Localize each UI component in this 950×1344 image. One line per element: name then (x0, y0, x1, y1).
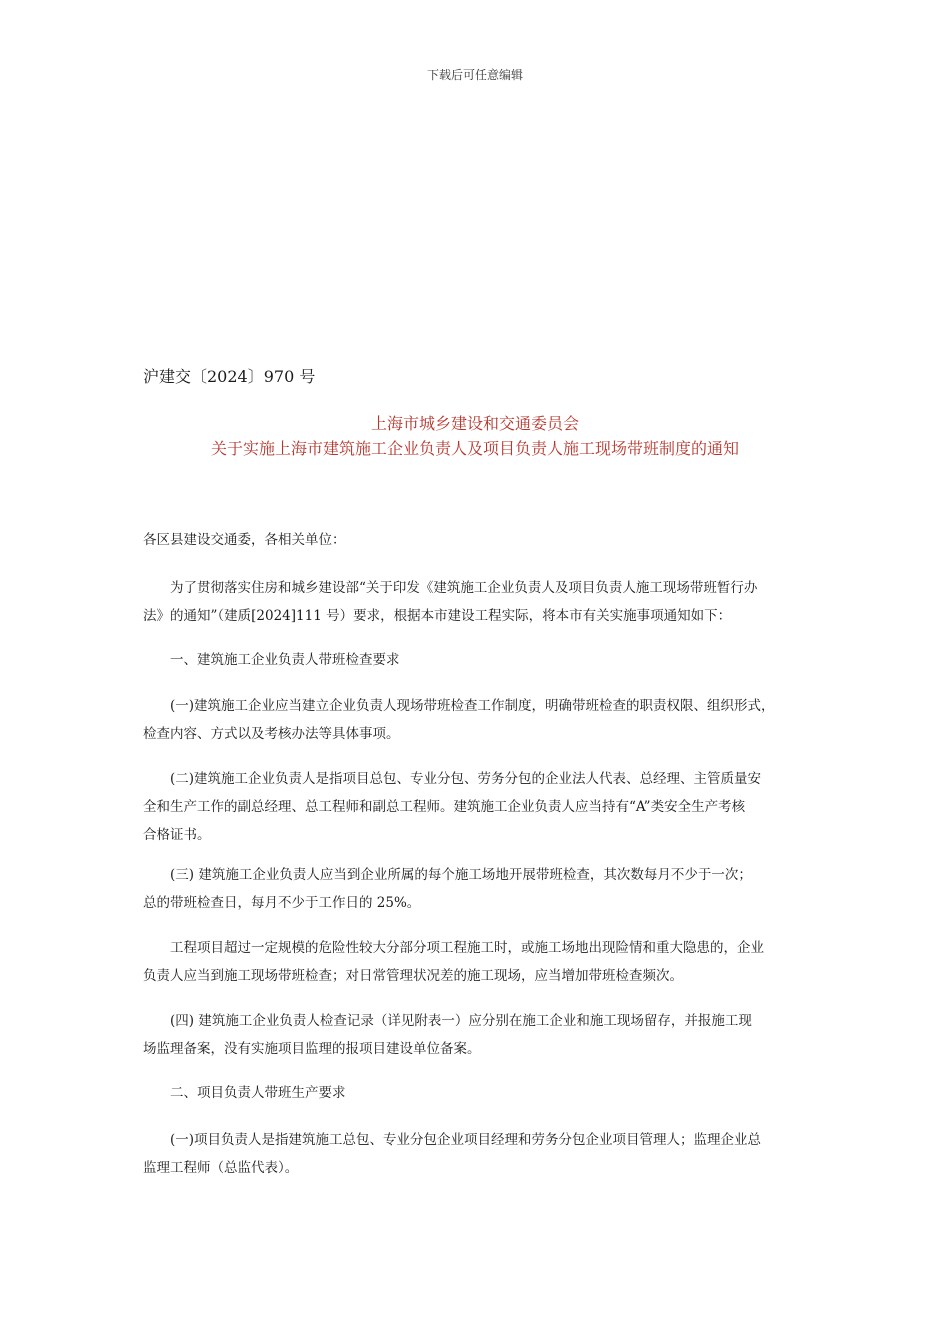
paragraph-line: (三) 建筑施工企业负责人应当到企业所属的每个施工场地开展带班检查，其次数每月不少于一次； (143, 867, 752, 883)
salutation-line: 各区县建设交通委，各相关单位： (143, 532, 346, 548)
paragraph-line: 总的带班检查日，每月不少于工作日的 25%。 (143, 895, 421, 911)
paragraph-line: 检查内容、方式以及考核办法等具体事项。 (143, 726, 400, 742)
heading-line: 一、建筑施工企业负责人带班检查要求 (143, 652, 400, 668)
paragraph-line: 为了贯彻落实住房和城乡建设部“关于印发《建筑施工企业负责人及项目负责人施工现场带班暂行办 (143, 580, 758, 596)
intro-paragraph (143, 574, 813, 630)
section-heading-2 (143, 1079, 813, 1107)
section-heading-1 (143, 646, 813, 674)
document-number: 沪建交〔2024〕970 号 (143, 367, 316, 386)
issuer-title: 上海市城乡建设和交通委员会 (370, 414, 579, 433)
paragraph-line: 合格证书。 (143, 827, 211, 843)
paragraph-line: 全和生产工作的副总经理、总工程师和副总工程师。建筑施工企业负责人应当持有“A”类安全生产考核 (143, 799, 746, 815)
section1-item3-supplement (143, 934, 813, 990)
paragraph-line: 工程项目超过一定规模的危险性较大分部分项工程施工时，或施工场地出现险情和重大隐患的，企业 (143, 940, 764, 956)
heading-line: 二、项目负责人带班生产要求 (143, 1085, 346, 1101)
header-note: 下载后可任意编辑 (426, 68, 523, 82)
paragraph-line: 负责人应当到施工现场带班检查；对日常管理状况差的施工现场，应当增加带班检查频次。 (143, 968, 683, 984)
paragraph-line: 场监理备案，没有实施项目监理的报项目建设单位备案。 (143, 1041, 481, 1057)
paragraph-line: (四) 建筑施工企业负责人检查记录（详见附表一）应分别在施工企业和施工现场留存，并报施工现 (143, 1013, 752, 1029)
section1-item3 (143, 861, 813, 917)
paragraph-line: 监理工程师（总监代表）。 (143, 1160, 299, 1176)
paragraph-line: 法》的通知”（建质[2024]111 号）要求，根据本市建设工程实际，将本市有关实施事项通知如下： (143, 608, 732, 624)
paragraph-line: (二)建筑施工企业负责人是指项目总包、专业分包、劳务分包的企业法人代表、总经理、主管质量安 (143, 771, 762, 787)
section1-item1 (143, 692, 813, 748)
section1-item2 (143, 765, 813, 849)
notice-title: 关于实施上海市建筑施工企业负责人及项目负责人施工现场带班制度的通知 (210, 439, 739, 458)
salutation (143, 526, 813, 554)
section2-item1 (143, 1126, 813, 1182)
paragraph-line: (一)项目负责人是指建筑施工总包、专业分包企业项目经理和劳务分包企业项目管理人；监理企业总 (143, 1132, 762, 1148)
paragraph-line: (一)建筑施工企业应当建立企业负责人现场带班检查工作制度，明确带班检查的职责权限、组织形式， (143, 698, 775, 714)
section1-item4 (143, 1007, 813, 1063)
